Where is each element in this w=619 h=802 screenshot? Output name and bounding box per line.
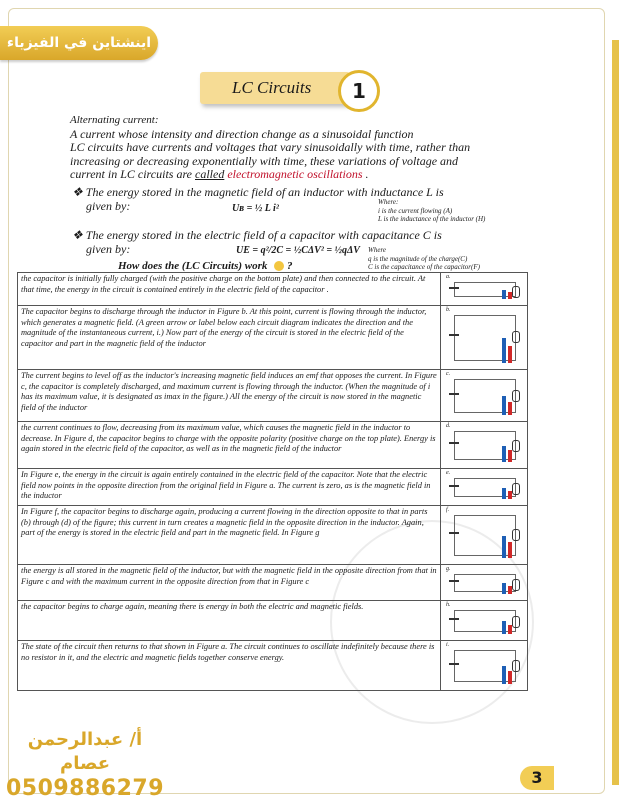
figure-label: c. (446, 371, 451, 377)
how-question (118, 260, 292, 272)
capacitor-icon (449, 618, 459, 620)
bullet2-line1: ❖ The energy stored in the electric field of a capacitor with capacitance C is (72, 228, 442, 242)
bullet2-note-2: C is the capacitance of the capacitor(F) (368, 263, 480, 271)
circuit-loop (454, 379, 516, 413)
intro-line-1: A current whose intensity and direction change as a sinusoidal function (70, 126, 414, 141)
intro-line-3: increasing or decreasing exponentially with time, these variations of voltage and (70, 153, 459, 168)
title-box (200, 72, 350, 104)
inductor-icon (512, 483, 520, 495)
step-text: the capacitor begins to charge again, meaning there is energy in both the electric and magnetic fields. (18, 601, 441, 641)
inductor-icon (512, 579, 520, 591)
step-row (18, 306, 528, 370)
title-text: LC Circuits (232, 78, 312, 97)
step-text: the capacitor is initially fully charged (with the positive charge on the bottom plate) and then connected to the circuit. At that time, the energy in the circuit is contained entirely in the electric field of the capacitor . (18, 273, 441, 306)
inductor-icon (512, 390, 520, 402)
step-figure (441, 601, 528, 641)
energy-bar-magnetic (508, 491, 512, 499)
step-figure (441, 306, 528, 370)
energy-bar-magnetic (508, 625, 512, 634)
energy-bar-electric (502, 583, 506, 594)
step-figure (441, 641, 528, 691)
thinking-emoji-icon (274, 261, 284, 271)
step-row (18, 469, 528, 506)
intro-line-4 (70, 168, 515, 182)
bullet1-notes (378, 198, 485, 224)
page-number: 3 (520, 766, 554, 790)
step-row (18, 506, 528, 565)
step-row (18, 273, 528, 306)
energy-bar-electric (502, 621, 506, 634)
circuit-diagram (444, 602, 524, 638)
intro-heading: Alternating current: (70, 114, 159, 126)
question-text: How does the (LC Circuits) work (118, 260, 268, 272)
step-row (18, 422, 528, 469)
capacitor-icon (449, 442, 459, 444)
step-text: the current continues to flow, decreasing from its maximum value, which causes the magnetic field in the inductor to decrease. In Figure d, the capacitor begins to charge with the opposite polarity (positive charge on the top plate). Energy is again stored in the electric field of the capacitor, as well as in the magnetic field of the inductor (18, 422, 441, 469)
energy-bar-magnetic (508, 450, 512, 462)
intro-line-4a: current in LC circuits are (70, 167, 195, 181)
author-phone: 0509886279 (5, 776, 165, 801)
capacitor-icon (449, 532, 459, 534)
circuit-diagram (444, 307, 524, 367)
step-row (18, 601, 528, 641)
bullet2-line2: given by: (86, 242, 131, 256)
step-text: The current begins to level off as the inductor's increasing magnetic field induces an emf that opposes the current. In Figure c, the capacitor is completely discharged, and maximum current is flowing through the inductor. (When the magnitude of i has its maximum value, it is designated as imax in the figure.) All the energy of the circuit is now stored in the magnetic field of the inductor (18, 370, 441, 422)
energy-bar-electric (502, 488, 506, 500)
circuit-diagram (444, 423, 524, 466)
energy-bar-electric (502, 338, 506, 363)
step-figure (441, 422, 528, 469)
figure-label: f. (446, 507, 450, 513)
energy-bar-magnetic (508, 586, 512, 594)
lc-steps-table (17, 272, 528, 691)
figure-label: d. (446, 423, 451, 429)
bullet2-notes (368, 246, 480, 272)
energy-bar-magnetic (508, 402, 512, 415)
figure-label: b. (446, 307, 451, 313)
bullet2-line1-text: The energy stored in the electric field of a capacitor with capacitance C is (85, 228, 442, 242)
circuit-diagram (444, 642, 524, 688)
step-row (18, 370, 528, 422)
bullet1-line2: given by: (86, 199, 131, 213)
inductor-icon (512, 440, 520, 452)
energy-bar-magnetic (508, 671, 512, 684)
bullet1-note-1: i is the current flowing (A) (378, 206, 453, 215)
energy-bar-electric (502, 666, 506, 684)
circuit-diagram (444, 507, 524, 562)
energy-bar-magnetic (508, 292, 512, 299)
question-mark: ? (286, 260, 293, 272)
circuit-diagram (444, 274, 524, 303)
figure-label: h. (446, 602, 451, 608)
capacitor-icon (449, 663, 459, 665)
step-text: the energy is all stored in the magnetic field of the inductor, but with the magnetic field in the opposite direction from that in Figure c and with the maximum current in the opposite direction from that in Figure c (18, 565, 441, 601)
magnetic-energy-equation: Uʙ = ½ L i² (232, 203, 279, 214)
step-text: In Figure e, the energy in the circuit is again entirely contained in the electric field of the capacitor. Note that the electric field now points in the opposite direction from the original field in Figure a. The current is zero, as is the magnetic field in the inductor (18, 469, 441, 506)
energy-bar-electric (502, 446, 506, 463)
capacitor-icon (449, 393, 459, 395)
figure-label: e. (446, 470, 451, 476)
energy-bar-electric (502, 290, 506, 300)
circuit-diagram (444, 470, 524, 503)
capacitor-icon (449, 485, 459, 487)
inductor-icon (512, 286, 520, 298)
bullet2-note-title: Where (368, 246, 387, 254)
figure-label: a. (446, 274, 451, 280)
header-badge (0, 26, 158, 60)
circuit-loop (454, 574, 516, 592)
energy-bar-electric (502, 536, 506, 559)
inductor-icon (512, 616, 520, 628)
author-signature (0, 728, 170, 801)
step-row (18, 565, 528, 601)
capacitor-icon (449, 580, 459, 582)
energy-bar-electric (502, 396, 506, 415)
intro-line-4d: . (362, 167, 369, 181)
circuit-loop (454, 478, 516, 497)
circuit-loop (454, 650, 516, 682)
circuit-loop (454, 282, 516, 297)
intro-em-oscillations: electromagnetic oscillations (227, 167, 363, 181)
step-text: The state of the circuit then returns to that shown in Figure a. The circuit continues to oscillate indefinitely because there is no resistor in it, and the electric and magnetic fields together conserve energy. (18, 641, 441, 691)
step-row (18, 641, 528, 691)
side-accent-bar (612, 40, 619, 785)
figure-label: g. (446, 566, 451, 572)
figure-label: i. (446, 642, 450, 648)
bullet1-note-title: Where: (378, 198, 399, 206)
circuit-loop (454, 515, 516, 556)
circuit-loop (454, 315, 516, 361)
circuit-diagram (444, 371, 524, 419)
bullet1-note-2: L is the inductance of the inductor (H) (378, 215, 486, 223)
step-figure (441, 469, 528, 506)
step-text: In Figure f, the capacitor begins to discharge again, producing a current flowing in the direction opposite to that in parts (b) through (d) of the figure; this current in turn creates a magnetic field in the opposite direction in the inductor. Again, part of the energy is stored in the electric field and part in the magnetic field. In Figure g (18, 506, 441, 565)
bullet1-line1: ❖ The energy stored in the magnetic field of an inductor with inductance L is (72, 185, 444, 199)
inductor-icon (512, 660, 520, 672)
bullet2-note-1: q is the magnitude of the charge(C) (368, 254, 468, 263)
circuit-loop (454, 610, 516, 632)
inductor-icon (512, 529, 520, 541)
step-figure (441, 565, 528, 601)
section-title (200, 72, 378, 110)
circuit-diagram (444, 566, 524, 598)
step-figure (441, 370, 528, 422)
capacitor-icon (449, 287, 459, 289)
section-number: 1 (338, 70, 380, 112)
intro-paragraph (70, 114, 515, 182)
circuit-loop (454, 431, 516, 460)
step-figure (441, 273, 528, 306)
step-text: The capacitor begins to discharge through the inductor in Figure b. At this point, current is flowing through the inductor, which generates a magnetic field. (A green arrow or label below each circuit diagram indicates the direction and the magnitude of the instantaneous current, i.) Now part of the energy of the circuit is stored in the electric field of the capacitor and part in the magnetic field of the inductor (18, 306, 441, 370)
energy-bar-magnetic (508, 542, 512, 558)
intro-line-2: LC circuits have currents and voltages that vary sinusoidally with time, rather than (70, 140, 471, 154)
header-badge-text: اينشتاين في الفيزياء (6, 35, 152, 51)
electric-energy-equation: UE = q²/2C = ½CΔV² = ½qΔV (236, 245, 360, 256)
energy-bar-magnetic (508, 346, 512, 364)
step-figure (441, 506, 528, 565)
intro-called: called (195, 167, 225, 181)
bullet1-line1-text: The energy stored in the magnetic field of an inductor with inductance L is (85, 185, 444, 199)
author-name: أ/ عبدالرحمن عصام (27, 729, 143, 774)
capacitor-icon (449, 334, 459, 336)
inductor-icon (512, 331, 520, 343)
